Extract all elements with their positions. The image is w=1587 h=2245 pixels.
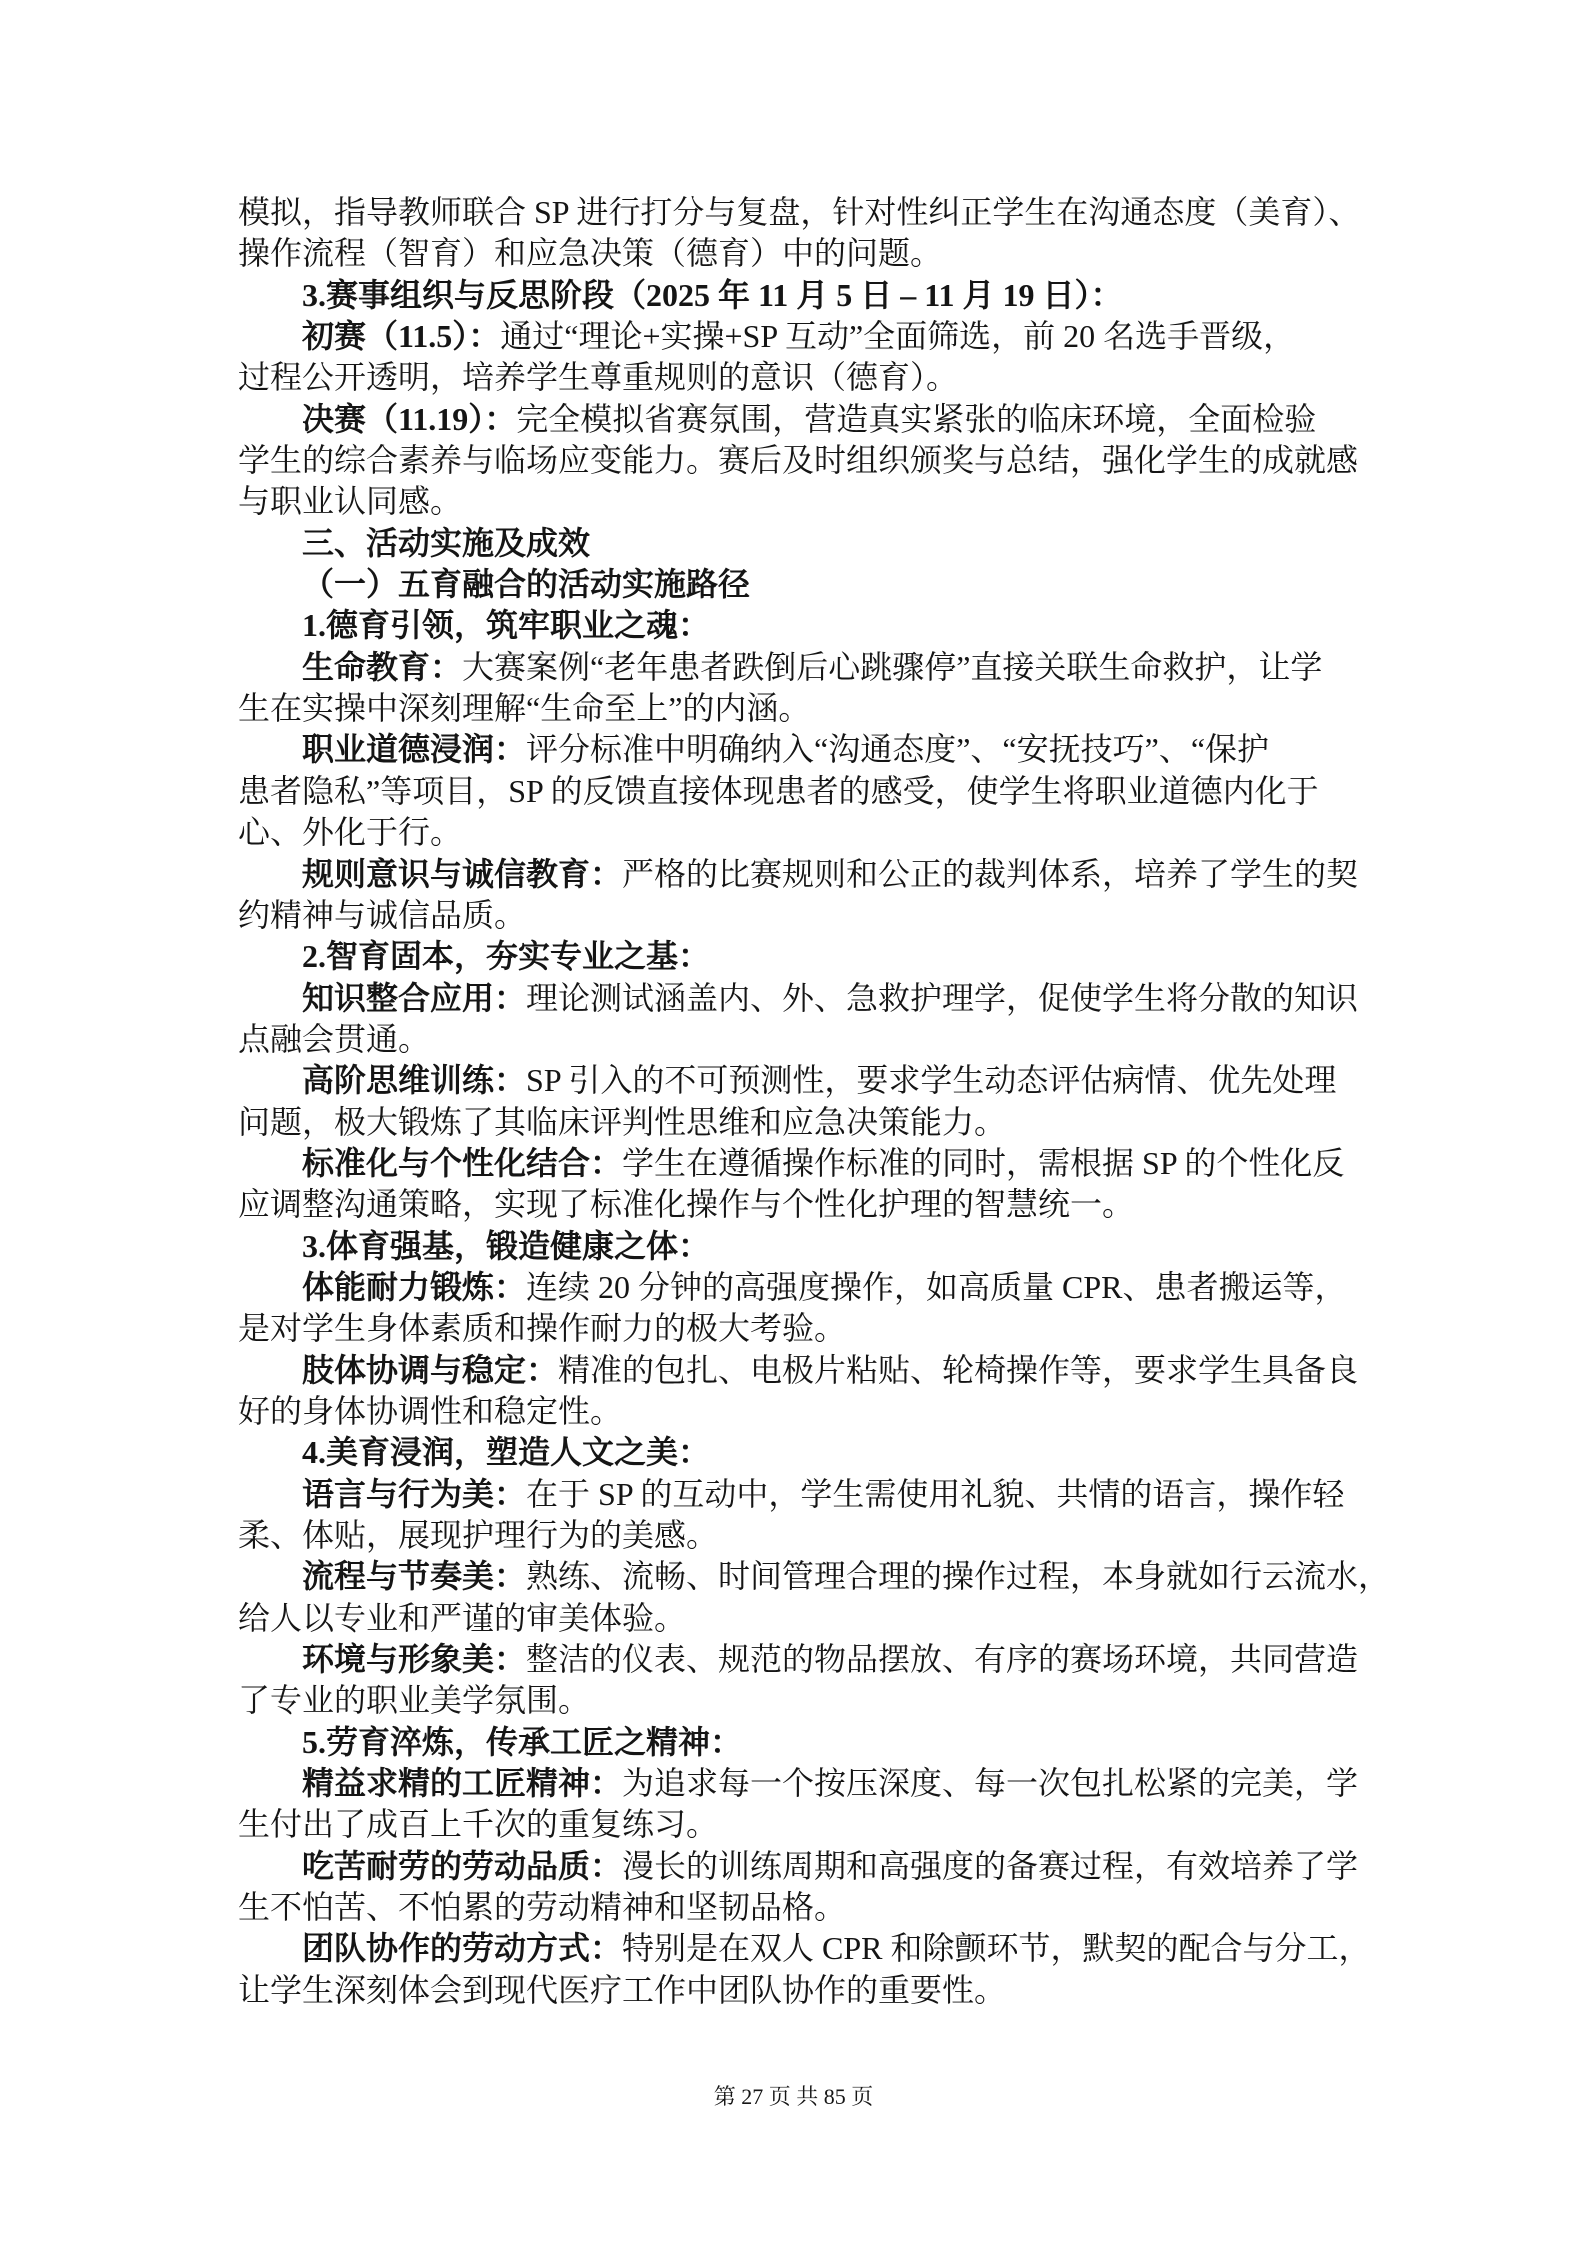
text-line	[238, 1970, 1403, 2011]
text-segment: 生命教育：	[302, 648, 463, 685]
text-line	[238, 605, 1403, 646]
text-segment: 通过“理论+实操+SP 互动”全面筛选，前 20 名选手晋级，	[500, 318, 1296, 355]
text-segment: 操作流程（智育）和应急决策（德育）中的问题。	[238, 235, 943, 272]
page-footer: 第 27 页 共 85 页	[713, 2084, 874, 2109]
text-line	[238, 978, 1403, 1019]
text-segment: 生不怕苦、不怕累的劳动精神和坚韧品格。	[238, 1889, 847, 1926]
text-segment: 让学生深刻体会到现代医疗工作中团队协作的重要性。	[238, 1971, 1007, 2008]
text-line	[238, 357, 1403, 398]
text-segment: 初赛（11.5）：	[302, 318, 501, 355]
text-segment: 3.赛事组织与反思阶段（2025 年 11 月 5 日 – 11 月 19 日）：	[302, 276, 1123, 313]
text-segment: 好的身体协调性和稳定性。	[238, 1392, 623, 1429]
text-line	[238, 688, 1403, 729]
text-line	[238, 399, 1403, 440]
text-line	[238, 812, 1403, 853]
text-segment: 熟练、流畅、时间管理合理的操作过程，本身就如行云流水，	[526, 1558, 1391, 1595]
text-segment: 流程与节奏美：	[302, 1558, 527, 1595]
text-segment: 评分标准中明确纳入“沟通态度”、“安抚技巧”、“保护	[526, 731, 1270, 768]
text-segment: 规则意识与诚信教育：	[302, 855, 623, 892]
text-segment: 在于 SP 的互动中，学生需使用礼貌、共情的语言，操作轻	[526, 1475, 1345, 1512]
text-line	[238, 192, 1403, 233]
document-body	[238, 192, 1403, 2011]
text-segment: SP 引入的不可预测性，要求学生动态评估病情、优先处理	[526, 1062, 1337, 1099]
text-segment: 心、外化于行。	[238, 814, 463, 851]
text-segment: 模拟，指导教师联合 SP 进行打分与复盘，针对性纠正学生在沟通态度（美育）、	[238, 194, 1361, 230]
text-segment: 是对学生身体素质和操作耐力的极大考验。	[238, 1310, 847, 1347]
text-segment: 与职业认同感。	[238, 483, 463, 520]
text-line	[238, 1060, 1403, 1101]
text-line	[238, 1267, 1403, 1308]
text-line	[238, 729, 1403, 770]
text-line	[238, 1928, 1403, 1969]
text-line	[238, 440, 1403, 481]
text-segment: 3.体育强基，锻造健康之体：	[302, 1227, 711, 1264]
text-line	[238, 895, 1403, 936]
text-segment: 学生在遵循操作标准的同时，需根据 SP 的个性化反	[622, 1144, 1345, 1181]
text-segment: 环境与形象美：	[302, 1641, 527, 1678]
text-segment: 职业道德浸润：	[302, 731, 527, 768]
text-segment: 理论测试涵盖内、外、急救护理学，促使学生将分散的知识	[526, 979, 1359, 1016]
text-segment: 生付出了成百上千次的重复练习。	[238, 1806, 719, 1843]
text-line	[238, 1019, 1403, 1060]
text-segment: 严格的比赛规则和公正的裁判体系，培养了学生的契	[622, 855, 1359, 892]
text-line	[238, 1391, 1403, 1432]
text-segment: 为追求每一个按压深度、每一次包扎松紧的完美，学	[622, 1765, 1359, 1802]
text-line	[238, 854, 1403, 895]
text-segment: 特别是在双人 CPR 和除颤环节，默契的配合与分工，	[622, 1930, 1371, 1967]
text-segment: 点融会贯通。	[238, 1020, 431, 1057]
text-segment: 肢体协调与稳定：	[302, 1351, 559, 1388]
text-line	[238, 1598, 1403, 1639]
text-line	[238, 481, 1403, 522]
text-line	[238, 275, 1403, 316]
text-line	[238, 1846, 1403, 1887]
text-line	[238, 316, 1403, 357]
text-line	[238, 771, 1403, 812]
text-line	[238, 647, 1403, 688]
text-segment: 1.德育引领，筑牢职业之魂：	[302, 607, 711, 644]
text-segment: 整洁的仪表、规范的物品摆放、有序的赛场环境，共同营造	[526, 1641, 1359, 1678]
text-line	[238, 1432, 1403, 1473]
text-line	[238, 1763, 1403, 1804]
text-segment: 学生的综合素养与临场应变能力。赛后及时组织颁奖与总结，强化学生的成就感	[238, 442, 1359, 479]
text-segment: 团队协作的劳动方式：	[302, 1930, 623, 1967]
text-line	[238, 1474, 1403, 1515]
text-segment: 过程公开透明，培养学生尊重规则的意识（德育）。	[238, 359, 959, 396]
text-segment: 患者隐私”等项目，SP 的反馈直接体现患者的感受，使学生将职业道德内化于	[238, 772, 1319, 809]
text-line	[238, 1143, 1403, 1184]
text-line	[238, 1556, 1403, 1597]
text-segment: 了专业的职业美学氛围。	[238, 1682, 591, 1719]
text-segment: 三、活动实施及成效	[302, 524, 591, 561]
text-segment: 高阶思维训练：	[302, 1062, 527, 1099]
text-line	[238, 1722, 1403, 1763]
text-segment: 完全模拟省赛氛围，营造真实紧张的临床环境，全面检验	[516, 400, 1317, 437]
text-segment: 大赛案例“老年患者跌倒后心跳骤停”直接关联生命救护，让学	[462, 648, 1323, 685]
text-line	[238, 1680, 1403, 1721]
text-line	[238, 1184, 1403, 1225]
text-line	[238, 233, 1403, 274]
text-line	[238, 1639, 1403, 1680]
text-line	[238, 1515, 1403, 1556]
text-segment: 决赛（11.19）：	[302, 400, 517, 437]
text-line	[238, 1887, 1403, 1928]
text-segment: 精益求精的工匠精神：	[302, 1765, 623, 1802]
text-segment: 柔、体贴，展现护理行为的美感。	[238, 1517, 719, 1553]
text-segment: 应调整沟通策略，实现了标准化操作与个性化护理的智慧统一。	[238, 1186, 1135, 1223]
text-segment: 问题，极大锻炼了其临床评判性思维和应急决策能力。	[238, 1103, 1007, 1140]
text-line	[238, 523, 1403, 564]
text-segment: 4.美育浸润，塑造人文之美：	[302, 1434, 711, 1471]
text-segment: 标准化与个性化结合：	[302, 1144, 623, 1181]
text-segment: 体能耐力锻炼：	[302, 1268, 527, 1305]
text-segment: 知识整合应用：	[302, 979, 527, 1016]
text-segment: 生在实操中深刻理解“生命至上”的内涵。	[238, 690, 811, 727]
text-segment: 给人以专业和严谨的审美体验。	[238, 1599, 687, 1636]
text-segment: 吃苦耐劳的劳动品质：	[302, 1847, 623, 1884]
text-segment: 语言与行为美：	[302, 1475, 527, 1512]
text-segment: 5.劳育淬炼，传承工匠之精神：	[302, 1723, 743, 1760]
text-segment: 约精神与诚信品质。	[238, 896, 527, 933]
text-line	[238, 936, 1403, 977]
text-line	[238, 1308, 1403, 1349]
text-segment: 漫长的训练周期和高强度的备赛过程，有效培养了学	[622, 1847, 1359, 1884]
text-line	[238, 564, 1403, 605]
text-segment: 精准的包扎、电极片粘贴、轮椅操作等，要求学生具备良	[558, 1351, 1359, 1388]
text-line	[238, 1804, 1403, 1845]
text-line	[238, 1350, 1403, 1391]
text-segment: 连续 20 分钟的高强度操作，如高质量 CPR、患者搬运等，	[526, 1268, 1347, 1305]
text-line	[238, 1102, 1403, 1143]
text-segment: （一）五育融合的活动实施路径	[302, 566, 751, 603]
text-segment: 2.智育固本，夯实专业之基：	[302, 938, 711, 975]
text-line	[238, 1226, 1403, 1267]
